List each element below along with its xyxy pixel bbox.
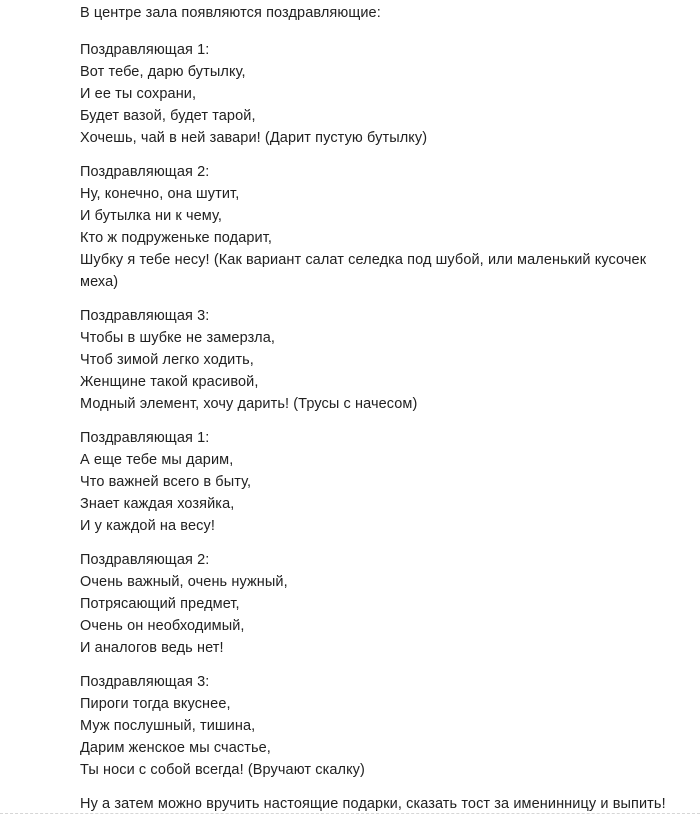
verse-line: И аналогов ведь нет! [80, 640, 224, 656]
verse-line: Очень важный, очень нужный, [80, 574, 288, 590]
verse-line: Будет вазой, будет тарой, [80, 108, 256, 124]
speech-blocks [80, 39, 660, 781]
verse-line: Муж послушный, тишина, [80, 718, 256, 734]
verse-line: Чтоб зимой легко ходить, [80, 352, 254, 368]
verse-line: Чтобы в шубке не замерзла, [80, 330, 276, 346]
speaker-label: Поздравляющая 2: [80, 164, 210, 180]
verse-line: Кто ж подруженьке подарит, [80, 230, 272, 246]
speech-block [80, 671, 660, 781]
verse-line: Очень он необходимый, [80, 618, 245, 634]
speaker-label: Поздравляющая 3: [80, 308, 210, 324]
speaker-label: Поздравляющая 1: [80, 430, 210, 446]
verse-line: И ее ты сохрани, [80, 86, 197, 102]
verse-line: Шубку я тебе несу! (Как вариант салат селедка под шубой, или маленький кусочек [80, 252, 647, 268]
verse-line: Потрясающий предмет, [80, 596, 240, 612]
speech-block [80, 39, 660, 149]
speech-block [80, 549, 660, 659]
speech-block [80, 427, 660, 537]
verse-line: И у каждой на весу! [80, 518, 215, 534]
verse-line: Вот тебе, дарю бутылку, [80, 64, 246, 80]
outro-line: Ну а затем можно вручить настоящие подарки, сказать тост за именинницу и выпить! [80, 796, 666, 812]
speaker-label: Поздравляющая 2: [80, 552, 210, 568]
verse-line: Ты носи с собой всегда! (Вручают скалку) [80, 762, 365, 778]
verse-line: Женщине такой красивой, [80, 374, 259, 390]
intro-line: В центре зала появляются поздравляющие: [80, 5, 381, 21]
speech-block [80, 161, 660, 293]
verse-line: Хочешь, чай в ней завари! (Дарит пустую бутылку) [80, 130, 428, 146]
verse-line: Пироги тогда вкуснее, [80, 696, 231, 712]
verse-line: Дарим женское мы счастье, [80, 740, 271, 756]
verse-line: Знает каждая хозяйка, [80, 496, 235, 512]
verse-line: меха) [80, 274, 119, 290]
verse-line: Модный элемент, хочу дарить! (Трусы с начесом) [80, 396, 418, 412]
verse-line: Что важней всего в быту, [80, 474, 252, 490]
verse-line: Ну, конечно, она шутит, [80, 186, 240, 202]
bottom-divider [0, 813, 700, 814]
verse-line: А еще тебе мы дарим, [80, 452, 234, 468]
speaker-label: Поздравляющая 3: [80, 674, 210, 690]
verse-line: И бутылка ни к чему, [80, 208, 223, 224]
speaker-label: Поздравляющая 1: [80, 42, 210, 58]
speech-block [80, 305, 660, 415]
